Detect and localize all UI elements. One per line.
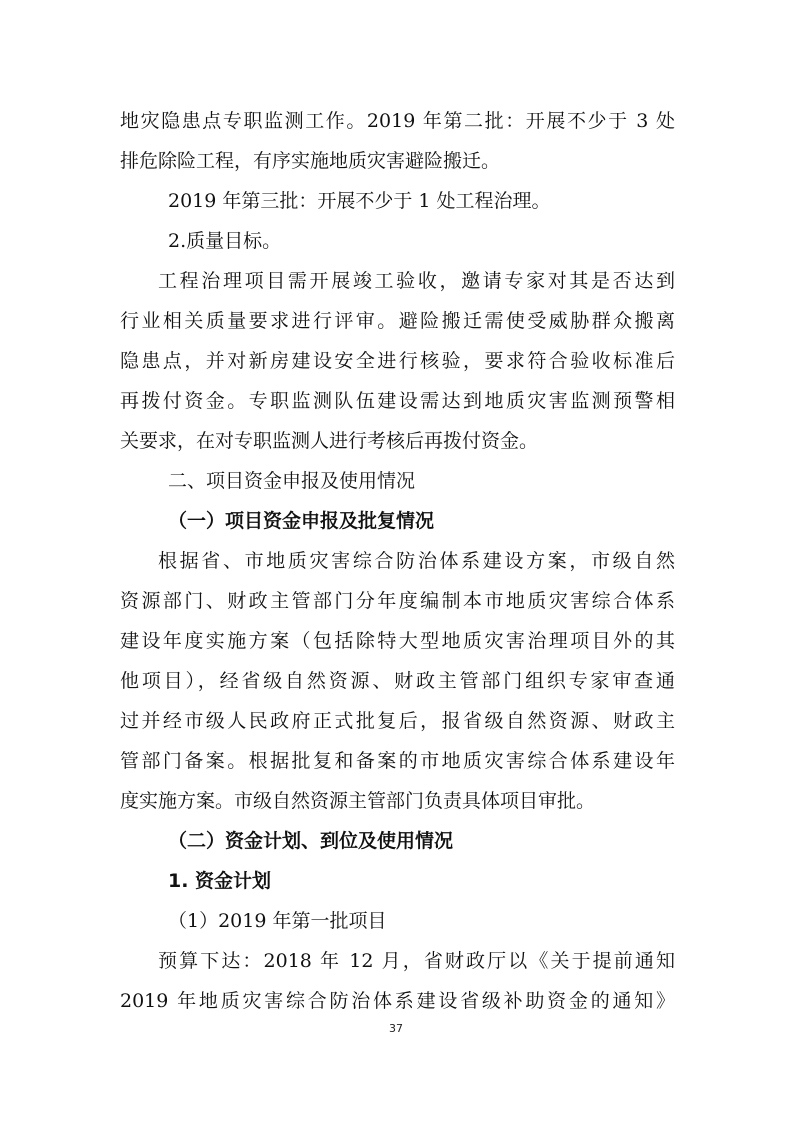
- quality-paragraph: [120, 261, 675, 461]
- text-line: 隐患点，并对新房建设安全进行核验，要求符合验收标准后: [120, 350, 675, 372]
- batch1-heading: （1）2019 年第一批项目: [168, 910, 387, 932]
- text-line: 排危除险工程，有序实施地质灾害避险搬迁。: [120, 150, 501, 172]
- continued-paragraph: [120, 101, 675, 181]
- section2-heading: 二、项目资金申报及使用情况: [168, 470, 416, 492]
- text-line: 他项目），经省级自然资源、财政主管部门组织专家审查通: [120, 670, 675, 692]
- text-line: 建设年度实施方案（包括除特大型地质灾害治理项目外的其: [120, 630, 675, 652]
- text-line: 过并经市级人民政府正式批复后，报省级自然资源、财政主: [120, 710, 675, 732]
- text-line: 管部门备案。根据批复和备案的市地质灾害综合体系建设年: [120, 750, 675, 772]
- text-line: 度实施方案。市级自然资源主管部门负责具体项目审批。: [120, 790, 596, 812]
- text-line: 关要求，在对专职监测人进行考核后再拨付资金。: [120, 430, 539, 452]
- text-line: 工程治理项目需开展竣工验收，邀请专家对其是否达到: [158, 270, 675, 292]
- text-line: 再拨付资金。专职监测队伍建设需达到地质灾害监测预警相: [120, 390, 675, 412]
- text-line: 资源部门、财政主管部门分年度编制本市地质灾害综合体系: [120, 590, 675, 612]
- text-line: 根据省、市地质灾害综合防治体系建设方案，市级自然: [158, 550, 675, 572]
- subsection2-heading: （二）资金计划、到位及使用情况: [168, 830, 454, 852]
- text-line: 2019 年地质灾害综合防治体系建设省级补助资金的通知》: [120, 990, 675, 1012]
- subsection1-heading: （一）项目资金申报及批复情况: [168, 510, 435, 532]
- page-number: 37: [389, 1022, 403, 1035]
- fund-plan-heading: 1. 资金计划: [168, 870, 272, 892]
- text-line: 行业相关质量要求进行评审。避险搬迁需使受威胁群众搬离: [120, 310, 675, 332]
- approval-paragraph: [120, 541, 675, 821]
- quality-heading: 2.质量目标。: [168, 230, 282, 252]
- budget-paragraph: [120, 941, 675, 1021]
- text-line: 预算下达：2018 年 12 月，省财政厅以《关于提前通知: [158, 950, 675, 972]
- text-line: 地灾隐患点专职监测工作。2019 年第二批：开展不少于 3 处: [120, 110, 675, 132]
- batch3-line: 2019 年第三批：开展不少于 1 处工程治理。: [168, 190, 551, 212]
